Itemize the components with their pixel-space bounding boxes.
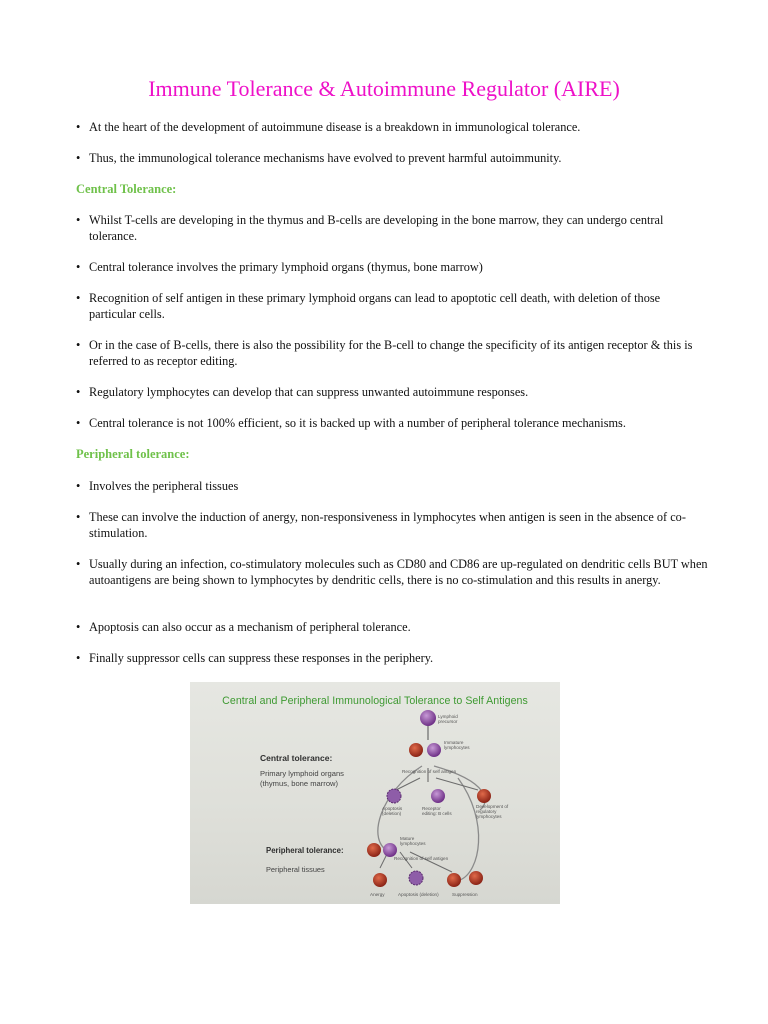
central-bullet-2: • Central tolerance involves the primary lymphoid organs (thymus, bone marrow) <box>76 260 709 276</box>
central-bullet-3: • Recognition of self antigen in these primary lymphoid organs can lead to apoptotic cell death, with deletion of those particular cells. <box>76 291 709 322</box>
peripheral-bullet-4: • Apoptosis can also occur as a mechanism of peripheral tolerance. <box>76 620 709 636</box>
suppression-label: Suppression <box>452 892 478 897</box>
peripheral-bullet-1: • Involves the peripheral tissues <box>76 479 709 495</box>
figure-title: Central and Peripheral Immunological Tolerance to Self Antigens <box>222 695 528 707</box>
peripheral-bullet-5: • Finally suppressor cells can suppress these responses in the periphery. <box>76 651 709 667</box>
immature-lymphocyte-cell <box>409 743 423 757</box>
immature-lymphocyte-cell <box>427 743 441 757</box>
immature-lymphocytes-label: Immature lymphocytes <box>444 740 470 751</box>
figure-peripheral-desc: Peripheral tissues <box>266 865 325 874</box>
apoptosis-label-1: Apoptosis (deletion) <box>382 806 403 817</box>
mature-lymphocyte-cell <box>367 843 381 857</box>
apoptosis-cell <box>409 871 423 885</box>
lymphoid-precursor-label: Lymphoid precursor <box>438 714 458 725</box>
figure-peripheral-label: Peripheral tolerance: <box>266 846 344 855</box>
tolerance-figure <box>190 682 560 904</box>
central-tolerance-heading: Central Tolerance: <box>76 182 177 196</box>
page-title: Immune Tolerance & Autoimmune Regulator (AIRE) <box>148 76 620 101</box>
central-bullet-4: • Or in the case of B-cells, there is also the possibility for the B-cell to change the specificity of its antigen receptor & this is referred to as receptor editing. <box>76 338 709 369</box>
recognition-label-1: Recognition of self antigen <box>402 769 457 774</box>
apoptosis-cell <box>387 789 401 803</box>
suppressor-cell <box>447 873 461 887</box>
peripheral-tolerance-heading: Peripheral tolerance: <box>76 447 190 461</box>
receptor-editing-cell <box>431 789 445 803</box>
anergy-label: Anergy <box>370 892 385 897</box>
recognition-label-2: Recognition of self antigen <box>394 856 449 861</box>
receptor-editing-label: Receptor editing: B cells <box>422 806 452 817</box>
figure-diagram <box>190 682 560 904</box>
central-bullet-5: • Regulatory lymphocytes can develop that can suppress unwanted autoimmune responses. <box>76 385 709 401</box>
figure-central-desc: Primary lymphoid organs (thymus, bone marrow) <box>260 769 344 788</box>
peripheral-bullet-3: • Usually during an infection, co-stimulatory molecules such as CD80 and CD86 are up-regulated on dendritic cells BUT when autoantigens are being shown to lymphocytes by dendritic cells, there is no co-stimulation and this results in anergy. <box>76 557 709 588</box>
lymphoid-precursor-cell <box>420 710 436 726</box>
intro-bullet-2: • Thus, the immunological tolerance mechanisms have evolved to prevent harmful autoimmunity. <box>76 151 709 167</box>
peripheral-bullet-2: • These can involve the induction of anergy, non-responsiveness in lymphocytes when antigen is seen in the absence of co-stimulation. <box>76 510 709 541</box>
mature-lymphocytes-label: Mature lymphocytes <box>400 836 426 847</box>
regulatory-lymphocyte-cell <box>477 789 491 803</box>
figure-central-label: Central tolerance: <box>260 753 333 763</box>
intro-bullet-1: • At the heart of the development of autoimmune disease is a breakdown in immunological tolerance. <box>76 120 709 136</box>
anergy-cell <box>373 873 387 887</box>
regulatory-label: Development of regulatory lymphocytes <box>476 804 509 820</box>
mature-lymphocyte-cell <box>383 843 397 857</box>
central-bullet-6: • Central tolerance is not 100% efficient, so it is backed up with a number of peripheral tolerance mechanisms. <box>76 416 709 432</box>
apoptosis-label-2: Apoptosis (deletion) <box>398 892 439 897</box>
central-bullet-1: • Whilst T-cells are developing in the thymus and B-cells are developing in the bone marrow, they can undergo central tolerance. <box>76 213 709 244</box>
suppressor-cell <box>469 871 483 885</box>
